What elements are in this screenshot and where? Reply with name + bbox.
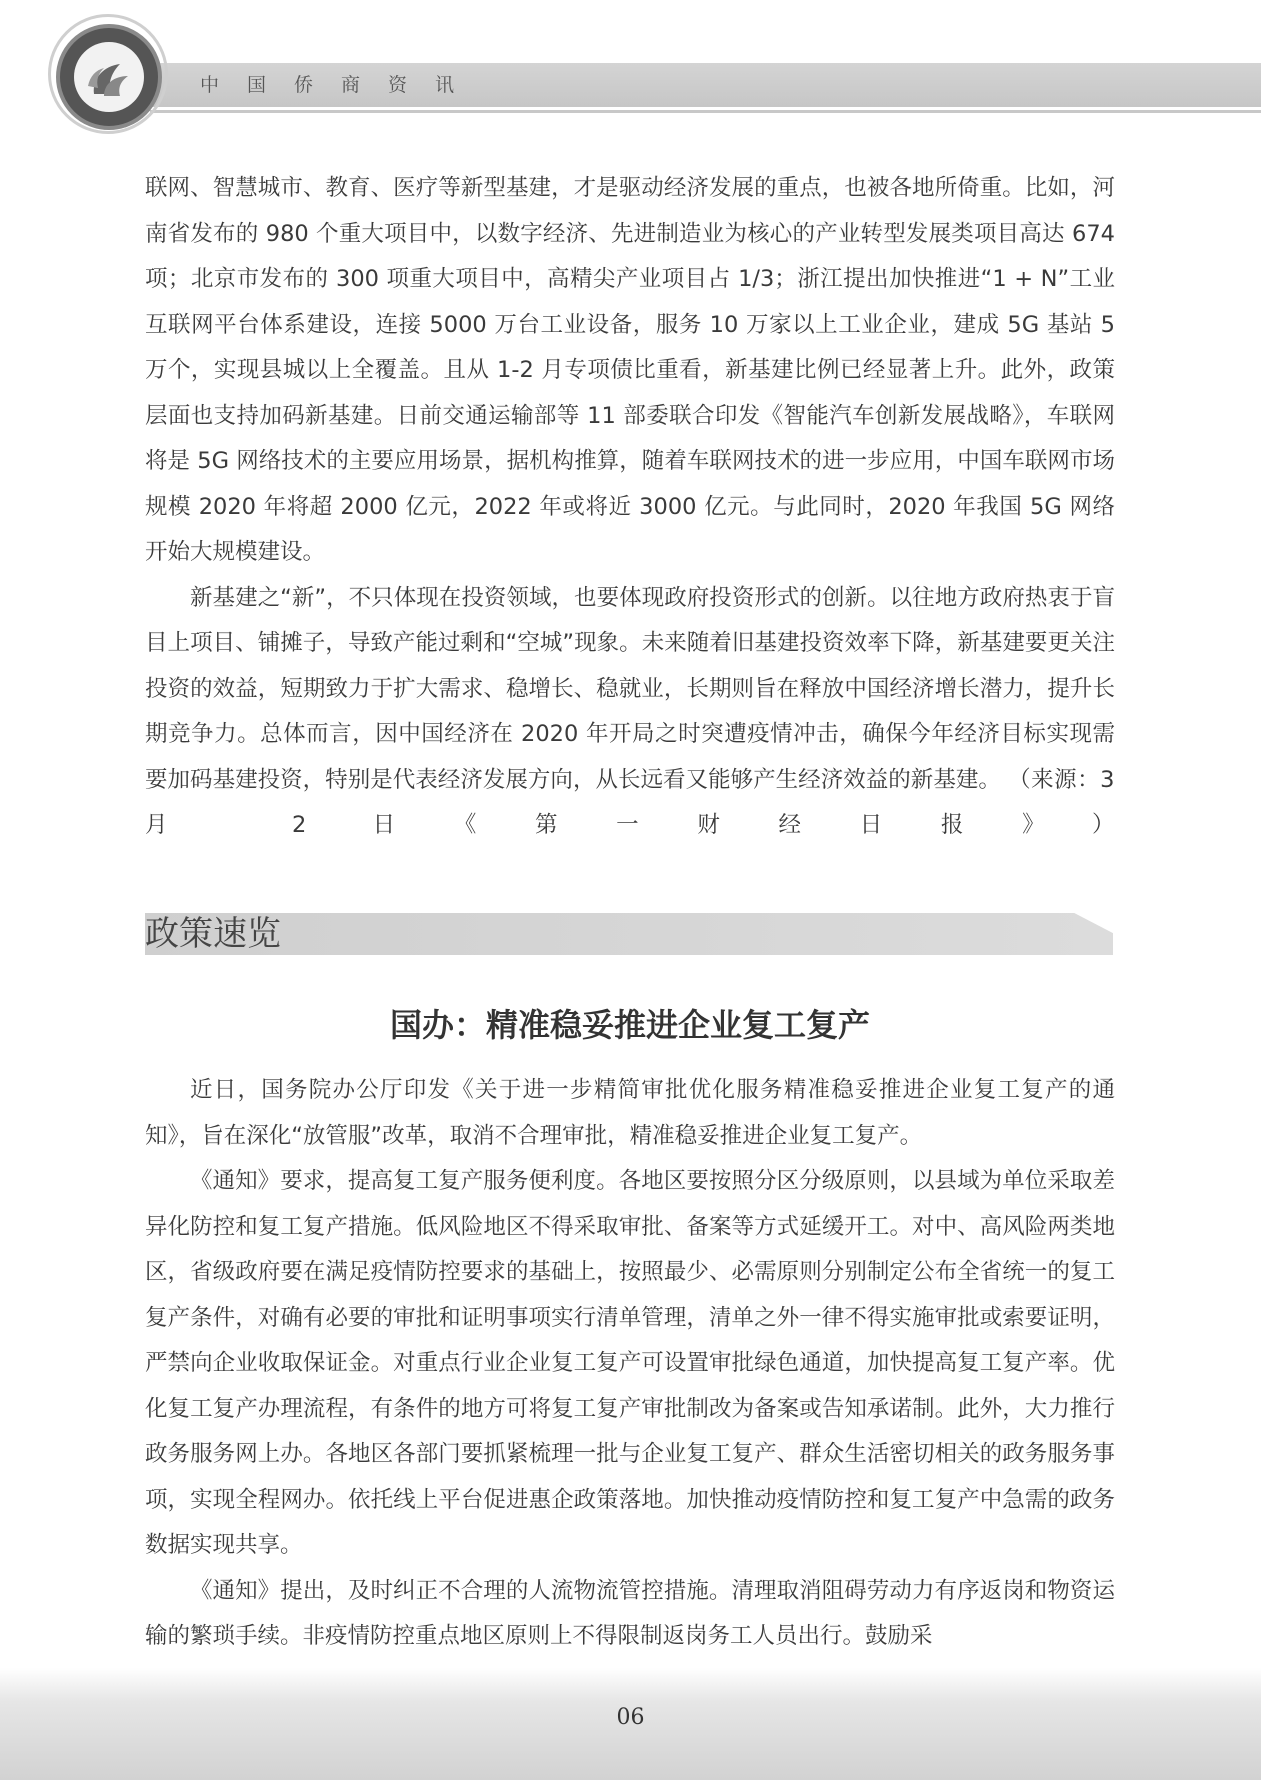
logo-leaf-icon [74, 42, 144, 112]
header-title: 中国侨商资讯 [200, 74, 483, 96]
paragraph: 《通知》提出，及时纠正不合理的人流物流管控措施。清理取消阻碍劳动力有序返岗和物资运输的繁琐手续。非疫情防控重点地区原则上不得限制返岗务工人员出行。鼓励采 [145, 1577, 1115, 1649]
paragraph: 近日，国务院办公厅印发《关于进一步精简审批优化服务精准稳妥推进企业复工复产的通知》，旨在深化“放管服”改革，取消不合理审批，精准稳妥推进企业复工复产。 [145, 1077, 1115, 1149]
page-number: 06 [616, 1705, 645, 1730]
article-body-1 [145, 166, 1115, 849]
section-band [145, 913, 1113, 955]
article-title: 国办：精准稳妥推进企业复工复产 [389, 1006, 870, 1044]
article-body-2 [145, 1068, 1115, 1660]
paragraph: 《通知》要求，提高复工复产服务便利度。各地区要按照分区分级原则，以县域为单位采取差异化防控和复工复产措施。低风险地区不得采取审批、备案等方式延缓开工。对中、高风险两类地区，省级政府要在满足疫情防控要求的基础上，按照最少、必需原则分别制定公布全省统一的复工复产条件，对确有必要的审批和证明事项实行清单管理，清单之外一律不得实施审批或索要证明，严禁向企业收取保证金。对重点行业企业复工复产可设置审批绿色通道，加快提高复工复产率。优化复工复产办理流程，有条件的地方可将复工复产审批制改为备案或告知承诺制。此外，大力推行政务服务网上办。各地区各部门要抓紧梳理一批与企业复工复产、群众生活密切相关的政务服务事项，实现全程网办。依托线上平台促进惠企政策落地。加快推动疫情防控和复工复产中急需的政务数据实现共享。 [145, 1168, 1115, 1558]
section-title: 政策速览 [145, 914, 281, 954]
header-divider [150, 110, 1261, 113]
logo-emblem [74, 42, 144, 112]
paragraph: 联网、智慧城市、教育、医疗等新型基建，才是驱动经济发展的重点，也被各地所倚重。比如，河南省发布的 980 个重大项目中，以数字经济、先进制造业为核心的产业转型发展类项目高达 674 项；北京市发布的 300 项重大项目中，高精尖产业项目占 1/3；浙江提出加快推进“1 + N”工业互联网平台体系建设，连接 5000 万台工业设备，服务 10 万家以上工业企业，建成 5G 基站 5 万个，实现县城以上全覆盖。且从 1-2 月专项债比重看，新基建比例已经显著上升。此外，政策层面也支持加码新基建。日前交通运输部等 11 部委联合印发《智能汽车创新发展战略》，车联网将是 5G 网络技术的主要应用场景，据机构推算，随着车联网技术的进一步应用，中国车联网市场规模 2020 年将超 2000 亿元，2022 年或将近 3000 亿元。与此同时，2020 年我国 5G 网络开始大规模建设。 [145, 175, 1115, 565]
paragraph [145, 576, 1115, 849]
paragraph-text: 新基建之“新”，不只体现在投资领域，也要体现政府投资形式的创新。以往地方政府热衷于盲目上项目、铺摊子，导致产能过剩和“空城”现象。未来随着旧基建投资效率下降，新基建要更关注投资的效益，短期致力于扩大需求、稳增长、稳就业，长期则旨在释放中国经济增长潜力，提升长期竞争力。总体而言，因中国经济在 2020 年开局之时突遭疫情冲击，确保今年经济目标实现需要加码基建投资，特别是代表经济发展方向，从长远看又能够产生经济效益的新基建。 [145, 584, 1115, 793]
source-citation: （来源：3 月 2 日《第一财经日报》） [145, 766, 1115, 838]
logo [56, 24, 162, 130]
